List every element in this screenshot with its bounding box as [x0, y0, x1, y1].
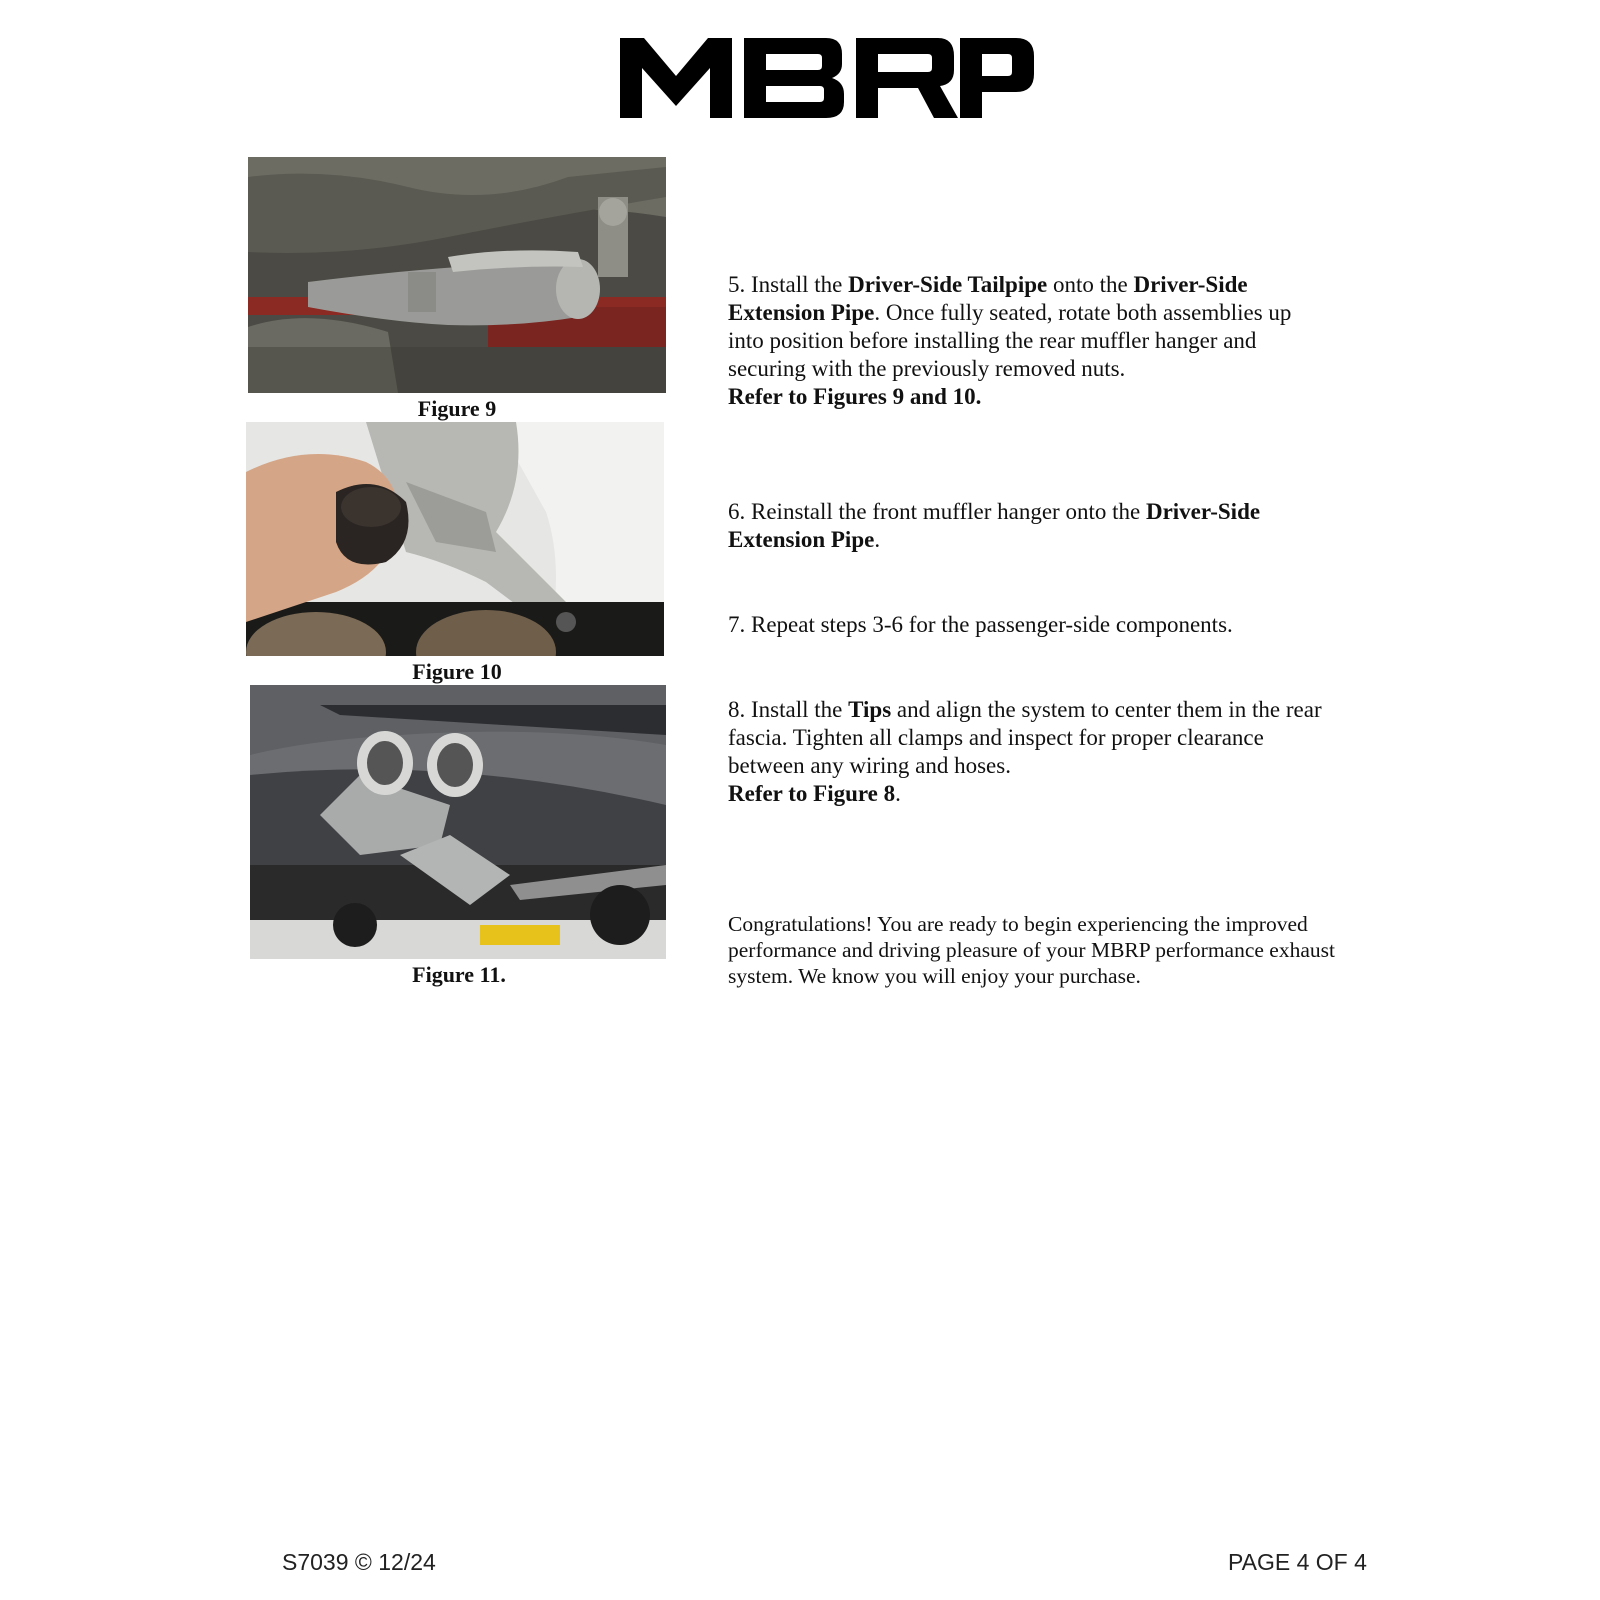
figure-10-photo [246, 422, 664, 656]
figure-10-caption: Figure 10 [412, 659, 502, 684]
step-6 [728, 498, 1328, 554]
step-8-text-2: and align the system to center them in the rear fascia. Tighten all clamps and inspect for proper clearance between any wiring and hoses. [728, 697, 1322, 778]
step-5-text-3: . Once fully seated, rotate both assemblies up into position before installing the rear muffler hanger and securing with the previously removed nuts. [728, 300, 1292, 381]
step-5-bold-extension: Driver-Side Extension Pipe [728, 272, 1248, 325]
step-6-bold-extension: Driver-Side Extension Pipe [728, 499, 1261, 552]
step-5-text-2: onto the [1047, 272, 1134, 297]
step-8-bold-tips: Tips [848, 697, 892, 722]
step-5-bold-tailpipe: Driver-Side Tailpipe [848, 272, 1048, 297]
step-7-text: 7. Repeat steps 3-6 for the passenger-side components. [728, 612, 1233, 637]
step-8-reference: Refer to Figure 8 [728, 781, 896, 806]
figure-11-caption: Figure 11. [412, 962, 506, 987]
figure-9-caption: Figure 9 [417, 396, 497, 421]
mbrp-logo [620, 38, 1034, 118]
step-8-text: 8. Install the [728, 697, 849, 722]
step-8-reference-end: . [895, 781, 901, 806]
step-6-text: 6. Reinstall the front muffler hanger onto the [728, 499, 1146, 524]
step-5-reference: Refer to Figures 9 and 10. [728, 384, 982, 409]
congratulations-text: Congratulations! You are ready to begin experiencing the improved performance and driving pleasure of your MBRP performance exhaust system. We know you will enjoy your purchase. [728, 912, 1335, 988]
footer-page-number: PAGE 4 OF 4 [1228, 1549, 1367, 1575]
step-8 [728, 696, 1328, 808]
footer-doc-code: S7039 © 12/24 [282, 1549, 436, 1575]
figure-9-photo [248, 157, 666, 393]
step-5 [728, 271, 1328, 411]
step-6-text-2: . [874, 527, 881, 552]
step-7 [728, 611, 1328, 639]
step-5-text: 5. Install the [728, 272, 849, 297]
figure-11-photo [250, 685, 666, 959]
